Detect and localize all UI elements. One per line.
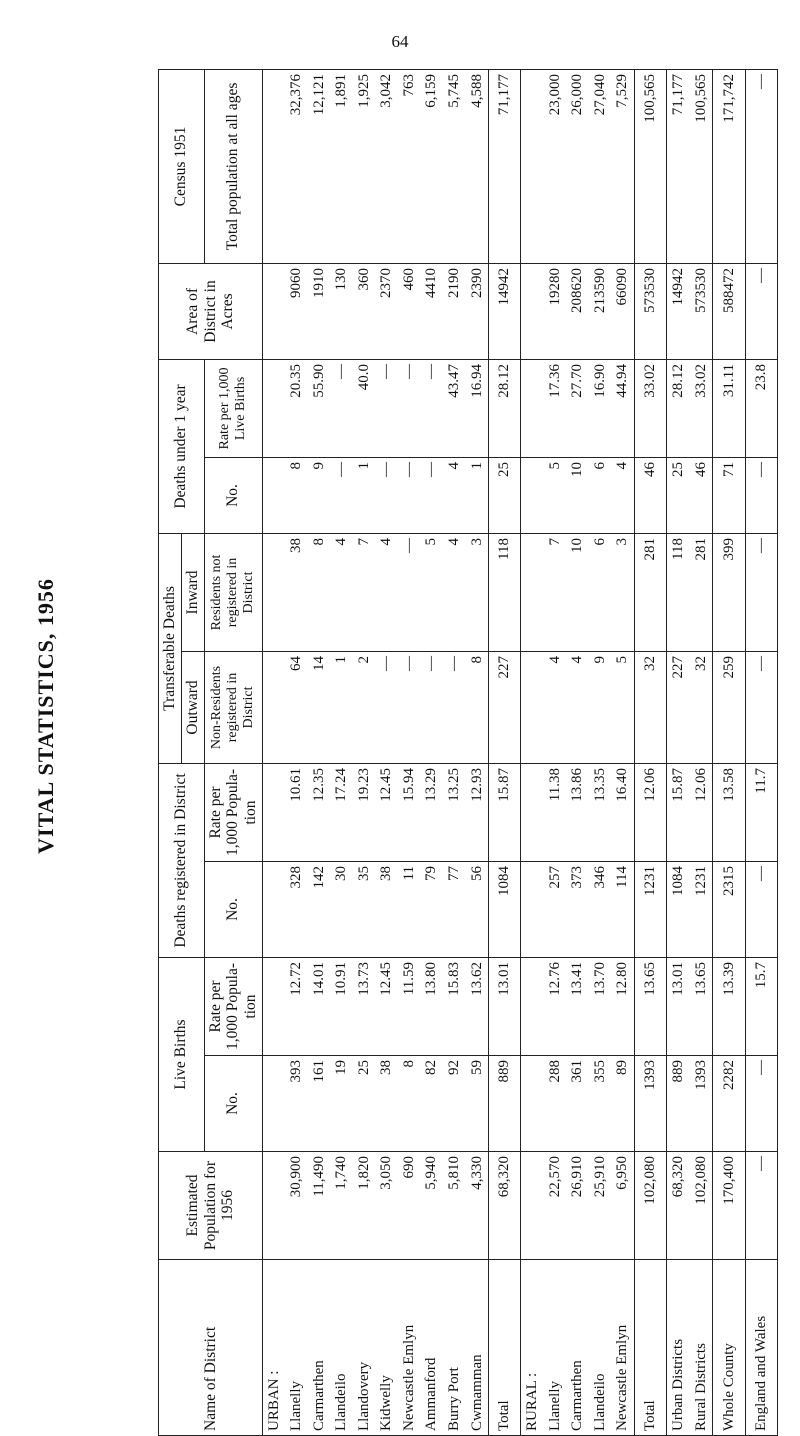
- cell-census: 71,177: [667, 69, 690, 263]
- cell-in: 118: [489, 533, 521, 651]
- cell-dr-rate: 12.06: [690, 763, 713, 861]
- cell-du-no: 8: [286, 457, 309, 533]
- cell-census: 171,742: [713, 69, 745, 263]
- cell-out: 4: [567, 651, 590, 763]
- cell-census: 12,121: [308, 69, 331, 263]
- cell-lb-rate: 12.45: [376, 958, 399, 1056]
- cell-lb-no: 288: [544, 1056, 567, 1152]
- header-lb-rate: Rate per 1,000 Popula-tion: [204, 958, 262, 1056]
- cell-census: 100,565: [635, 69, 667, 263]
- cell-pop: 102,080: [690, 1152, 713, 1260]
- cell-out: —: [443, 651, 466, 763]
- cell-du-rate: 27.70: [567, 359, 590, 457]
- cell-lb-no: 889: [489, 1056, 521, 1152]
- cell-census: 3,042: [376, 69, 399, 263]
- cell-in: 3: [612, 533, 635, 651]
- cell-area: 588472: [713, 263, 745, 359]
- cell-pop: 1,740: [331, 1152, 354, 1260]
- cell-dr-rate: 15.87: [667, 763, 690, 861]
- cell-dr-rate: 12.93: [466, 763, 489, 861]
- header-census: Census 1951: [159, 69, 205, 263]
- cell-dr-rate: 13.29: [421, 763, 444, 861]
- cell-dr-no: 346: [589, 862, 612, 958]
- cell-dr-rate: 13.25: [443, 763, 466, 861]
- cell-lb-no: 2282: [713, 1056, 745, 1152]
- cell-dr-rate: 15.87: [489, 763, 521, 861]
- cell-lb-rate: 12.76: [544, 958, 567, 1056]
- cell-pop: 22,570: [544, 1152, 567, 1260]
- cell-pop: 1,820: [353, 1152, 376, 1260]
- cell-lb-no: 393: [286, 1056, 309, 1152]
- header-du-rate: Rate per 1,000 Live Births: [204, 359, 262, 457]
- cell-out: 2: [353, 651, 376, 763]
- cell-area: 66090: [612, 263, 635, 359]
- cell-dr-no: 142: [308, 862, 331, 958]
- cell-lb-no: 92: [443, 1056, 466, 1152]
- cell-du-rate: 28.12: [489, 359, 521, 457]
- cell-area: 1910: [308, 263, 331, 359]
- cell-du-rate: 16.90: [589, 359, 612, 457]
- cell-dr-rate: 16.40: [612, 763, 635, 861]
- cell-name: England and Wales: [745, 1260, 777, 1436]
- cell-out: 14: [308, 651, 331, 763]
- header-transferable: Transferable Deaths: [159, 533, 182, 763]
- cell-lb-rate: 13.39: [713, 958, 745, 1056]
- cell-in: 4: [443, 533, 466, 651]
- cell-lb-rate: 13.01: [667, 958, 690, 1056]
- cell-du-rate: 20.35: [286, 359, 309, 457]
- cell-pop: 170,400: [713, 1152, 745, 1260]
- cell-du-no: 25: [667, 457, 690, 533]
- cell-lb-rate: 15.83: [443, 958, 466, 1056]
- header-deaths-under-1: Deaths under 1 year: [159, 359, 205, 533]
- cell-du-no: 46: [690, 457, 713, 533]
- cell-in: 6: [589, 533, 612, 651]
- cell-census: 26,000: [567, 69, 590, 263]
- header-inward: Inward: [181, 533, 204, 651]
- cell-census: 7,529: [612, 69, 635, 263]
- cell-area: 19280: [544, 263, 567, 359]
- cell-in: —: [745, 533, 777, 651]
- cell-dr-no: 114: [612, 862, 635, 958]
- cell-name: Kidwelly: [376, 1260, 399, 1436]
- rural-heading-row: [521, 69, 544, 1435]
- cell-dr-no: 1084: [489, 862, 521, 958]
- england-wales-row: [745, 69, 777, 1435]
- cell-dr-no: 1084: [667, 862, 690, 958]
- cell-pop: —: [745, 1152, 777, 1260]
- cell-du-rate: —: [398, 359, 421, 457]
- cell-area: 4410: [421, 263, 444, 359]
- cell-area: 213590: [589, 263, 612, 359]
- cell-area: 2390: [466, 263, 489, 359]
- cell-du-rate: 17.36: [544, 359, 567, 457]
- cell-lb-no: 19: [331, 1056, 354, 1152]
- cell-out: —: [745, 651, 777, 763]
- cell-census: 32,376: [286, 69, 309, 263]
- cell-lb-no: 8: [398, 1056, 421, 1152]
- cell-area: —: [745, 263, 777, 359]
- cell-dr-rate: 17.24: [331, 763, 354, 861]
- cell-in: 10: [567, 533, 590, 651]
- cell-du-rate: 28.12: [667, 359, 690, 457]
- cell-lb-rate: 13.80: [421, 958, 444, 1056]
- cell-name: Cwmamman: [466, 1260, 489, 1436]
- cell-name: Ammanford: [421, 1260, 444, 1436]
- cell-du-no: —: [398, 457, 421, 533]
- cell-name: Llandeilo: [589, 1260, 612, 1436]
- cell-pop: 68,320: [667, 1152, 690, 1260]
- cell-pop: 26,910: [567, 1152, 590, 1260]
- cell-census: 6,159: [421, 69, 444, 263]
- cell-du-rate: 43.47: [443, 359, 466, 457]
- header-non-residents: Non-Residents registered in District: [204, 651, 262, 763]
- cell-dr-no: 35: [353, 862, 376, 958]
- cell-census: —: [745, 69, 777, 263]
- cell-lb-rate: 13.41: [567, 958, 590, 1056]
- cell-pop: 4,330: [466, 1152, 489, 1260]
- cell-in: 7: [544, 533, 567, 651]
- table-row: [544, 69, 567, 1435]
- cell-lb-rate: 14.01: [308, 958, 331, 1056]
- cell-dr-no: 328: [286, 862, 309, 958]
- cell-area: 14942: [489, 263, 521, 359]
- cell-out: —: [421, 651, 444, 763]
- cell-dr-rate: 15.94: [398, 763, 421, 861]
- cell-du-no: 1: [466, 457, 489, 533]
- cell-out: 9: [589, 651, 612, 763]
- cell-du-no: 4: [612, 457, 635, 533]
- cell-pop: 25,910: [589, 1152, 612, 1260]
- cell-pop: 5,940: [421, 1152, 444, 1260]
- cell-census: 4,588: [466, 69, 489, 263]
- table-row: [286, 69, 309, 1435]
- cell-lb-rate: 15.7: [745, 958, 777, 1056]
- cell-name: Llanelly: [286, 1260, 309, 1436]
- cell-pop: 68,320: [489, 1152, 521, 1260]
- page-number: 64: [391, 32, 409, 51]
- cell-out: 259: [713, 651, 745, 763]
- side-title: VITAL STATISTICS, 1956: [33, 578, 58, 854]
- cell-area: 9060: [286, 263, 309, 359]
- cell-area: 573530: [635, 263, 667, 359]
- cell-in: 4: [331, 533, 354, 651]
- cell-area: 360: [353, 263, 376, 359]
- cell-du-rate: 16.94: [466, 359, 489, 457]
- cell-out: 4: [544, 651, 567, 763]
- cell-du-no: —: [421, 457, 444, 533]
- cell-du-no: 10: [567, 457, 590, 533]
- table-row: [421, 69, 444, 1435]
- cell-dr-rate: 10.61: [286, 763, 309, 861]
- cell-dr-no: 257: [544, 862, 567, 958]
- cell-area: 208620: [567, 263, 590, 359]
- cell-name: Total: [635, 1260, 667, 1436]
- cell-name: Carmarthen: [308, 1260, 331, 1436]
- cell-lb-no: 361: [567, 1056, 590, 1152]
- cell-name: Burry Port: [443, 1260, 466, 1436]
- cell-du-rate: 55.90: [308, 359, 331, 457]
- table-row: [466, 69, 489, 1435]
- cell-lb-rate: 13.73: [353, 958, 376, 1056]
- cell-du-rate: —: [421, 359, 444, 457]
- cell-dr-rate: 13.35: [589, 763, 612, 861]
- table-row: [376, 69, 399, 1435]
- cell-lb-no: 889: [667, 1056, 690, 1152]
- cell-census: 1,925: [353, 69, 376, 263]
- cell-dr-rate: 12.45: [376, 763, 399, 861]
- header-residents-not: Residents not registered in District: [204, 533, 262, 651]
- header-live-births: Live Births: [159, 958, 205, 1152]
- cell-du-rate: 40.0: [353, 359, 376, 457]
- table-row: [398, 69, 421, 1435]
- cell-du-rate: 44.94: [612, 359, 635, 457]
- cell-pop: 3,050: [376, 1152, 399, 1260]
- cell-dr-no: 38: [376, 862, 399, 958]
- cell-dr-no: 56: [466, 862, 489, 958]
- cell-du-no: —: [745, 457, 777, 533]
- cell-pop: 11,490: [308, 1152, 331, 1260]
- cell-in: 8: [308, 533, 331, 651]
- cell-area: 14942: [667, 263, 690, 359]
- cell-name: Whole County: [713, 1260, 745, 1436]
- cell-in: 5: [421, 533, 444, 651]
- cell-lb-no: 59: [466, 1056, 489, 1152]
- summary-row: [690, 69, 713, 1435]
- cell-name: Newcastle Emlyn: [398, 1260, 421, 1436]
- cell-du-no: 71: [713, 457, 745, 533]
- cell-du-rate: 33.02: [635, 359, 667, 457]
- cell-census: 1,891: [331, 69, 354, 263]
- header-name: Name of District: [159, 1260, 263, 1436]
- cell-name: Total: [489, 1260, 521, 1436]
- cell-pop: 690: [398, 1152, 421, 1260]
- cell-du-no: 6: [589, 457, 612, 533]
- urban-label: URBAN :: [263, 1260, 286, 1436]
- table-row: [612, 69, 635, 1435]
- cell-lb-rate: 12.80: [612, 958, 635, 1056]
- cell-in: 3: [466, 533, 489, 651]
- cell-du-no: 25: [489, 457, 521, 533]
- cell-name: Carmarthen: [567, 1260, 590, 1436]
- cell-pop: 102,080: [635, 1152, 667, 1260]
- header-dr-no: No.: [204, 862, 262, 958]
- cell-lb-rate: 13.01: [489, 958, 521, 1056]
- cell-dr-rate: 12.06: [635, 763, 667, 861]
- cell-lb-no: —: [745, 1056, 777, 1152]
- cell-lb-no: 89: [612, 1056, 635, 1152]
- whole-county-row: [713, 69, 745, 1435]
- cell-out: 1: [331, 651, 354, 763]
- cell-dr-no: 2315: [713, 862, 745, 958]
- cell-out: 32: [690, 651, 713, 763]
- cell-name: Newcastle Emlyn: [612, 1260, 635, 1436]
- header-population: Estimated Population for 1956: [159, 1152, 263, 1260]
- cell-lb-rate: 12.72: [286, 958, 309, 1056]
- cell-lb-no: 82: [421, 1056, 444, 1152]
- cell-name: Llandeilo: [331, 1260, 354, 1436]
- vital-statistics-table: [158, 69, 778, 1436]
- cell-du-no: 5: [544, 457, 567, 533]
- cell-dr-no: 77: [443, 862, 466, 958]
- cell-area: 573530: [690, 263, 713, 359]
- cell-in: 38: [286, 533, 309, 651]
- cell-area: 460: [398, 263, 421, 359]
- cell-dr-no: 79: [421, 862, 444, 958]
- cell-lb-rate: 11.59: [398, 958, 421, 1056]
- cell-in: 399: [713, 533, 745, 651]
- cell-dr-no: 1231: [635, 862, 667, 958]
- cell-dr-rate: 13.86: [567, 763, 590, 861]
- cell-area: 2190: [443, 263, 466, 359]
- cell-out: —: [398, 651, 421, 763]
- cell-lb-rate: 13.65: [635, 958, 667, 1056]
- cell-lb-rate: 13.62: [466, 958, 489, 1056]
- table-row: [331, 69, 354, 1435]
- cell-lb-rate: 13.65: [690, 958, 713, 1056]
- cell-in: 118: [667, 533, 690, 651]
- cell-out: 8: [466, 651, 489, 763]
- cell-lb-no: 1393: [690, 1056, 713, 1152]
- cell-census: 100,565: [690, 69, 713, 263]
- cell-lb-no: 355: [589, 1056, 612, 1152]
- cell-area: 2370: [376, 263, 399, 359]
- rural-heading-row-label: RURAL :: [521, 1260, 544, 1436]
- cell-in: 7: [353, 533, 376, 651]
- cell-area: 130: [331, 263, 354, 359]
- table-row: [443, 69, 466, 1435]
- cell-dr-no: 30: [331, 862, 354, 958]
- cell-lb-no: 161: [308, 1056, 331, 1152]
- cell-lb-no: 25: [353, 1056, 376, 1152]
- cell-lb-no: 38: [376, 1056, 399, 1152]
- cell-du-no: —: [331, 457, 354, 533]
- cell-out: 227: [489, 651, 521, 763]
- table-row: [567, 69, 590, 1435]
- cell-census: 5,745: [443, 69, 466, 263]
- cell-dr-rate: 11.38: [544, 763, 567, 861]
- cell-name: Rural Districts: [690, 1260, 713, 1436]
- cell-dr-rate: 12.35: [308, 763, 331, 861]
- header-deaths-registered: Deaths registered in District: [159, 763, 205, 957]
- table-row: [589, 69, 612, 1435]
- cell-in: 281: [635, 533, 667, 651]
- cell-lb-no: 1393: [635, 1056, 667, 1152]
- cell-du-no: 46: [635, 457, 667, 533]
- header-total-pop: Total population at all ages: [204, 69, 262, 263]
- cell-du-rate: —: [376, 359, 399, 457]
- cell-du-rate: 33.02: [690, 359, 713, 457]
- cell-in: —: [398, 533, 421, 651]
- cell-pop: 30,900: [286, 1152, 309, 1260]
- cell-out: —: [376, 651, 399, 763]
- cell-census: 763: [398, 69, 421, 263]
- urban-heading-row: [263, 69, 286, 1435]
- cell-lb-rate: 10.91: [331, 958, 354, 1056]
- cell-out: 5: [612, 651, 635, 763]
- cell-dr-rate: 13.58: [713, 763, 745, 861]
- cell-out: 32: [635, 651, 667, 763]
- cell-pop: 5,810: [443, 1152, 466, 1260]
- cell-dr-no: 373: [567, 862, 590, 958]
- header-row-1: [159, 69, 182, 1435]
- cell-du-rate: 31.11: [713, 359, 745, 457]
- rural-total-row: [635, 69, 667, 1435]
- cell-out: 227: [667, 651, 690, 763]
- cell-in: 4: [376, 533, 399, 651]
- cell-du-no: —: [376, 457, 399, 533]
- urban-total-row: [489, 69, 521, 1435]
- table-row: [353, 69, 376, 1435]
- header-lb-no: No.: [204, 1056, 262, 1152]
- cell-du-no: 1: [353, 457, 376, 533]
- cell-name: Llandovery: [353, 1260, 376, 1436]
- cell-du-no: 9: [308, 457, 331, 533]
- cell-name: Llanelly: [544, 1260, 567, 1436]
- table-body: [263, 69, 778, 1435]
- vital-statistics-table-wrap: [158, 70, 778, 1436]
- header-outward: Outward: [181, 651, 204, 763]
- header-dr-rate: Rate per 1,000 Popula-tion: [204, 763, 262, 861]
- summary-row: [667, 69, 690, 1435]
- header-area: Area of District in Acres: [159, 263, 263, 359]
- cell-out: 64: [286, 651, 309, 763]
- cell-dr-no: 1231: [690, 862, 713, 958]
- cell-census: 71,177: [489, 69, 521, 263]
- cell-census: 23,000: [544, 69, 567, 263]
- header-du-no: No.: [204, 457, 262, 533]
- cell-du-rate: —: [331, 359, 354, 457]
- cell-in: 281: [690, 533, 713, 651]
- cell-census: 27,040: [589, 69, 612, 263]
- cell-du-no: 4: [443, 457, 466, 533]
- cell-dr-rate: 11.7: [745, 763, 777, 861]
- cell-lb-rate: 13.70: [589, 958, 612, 1056]
- table-row: [308, 69, 331, 1435]
- cell-dr-no: 11: [398, 862, 421, 958]
- cell-du-rate: 23.8: [745, 359, 777, 457]
- cell-dr-rate: 19.23: [353, 763, 376, 861]
- cell-name: Urban Districts: [667, 1260, 690, 1436]
- cell-pop: 6,950: [612, 1152, 635, 1260]
- cell-dr-no: —: [745, 862, 777, 958]
